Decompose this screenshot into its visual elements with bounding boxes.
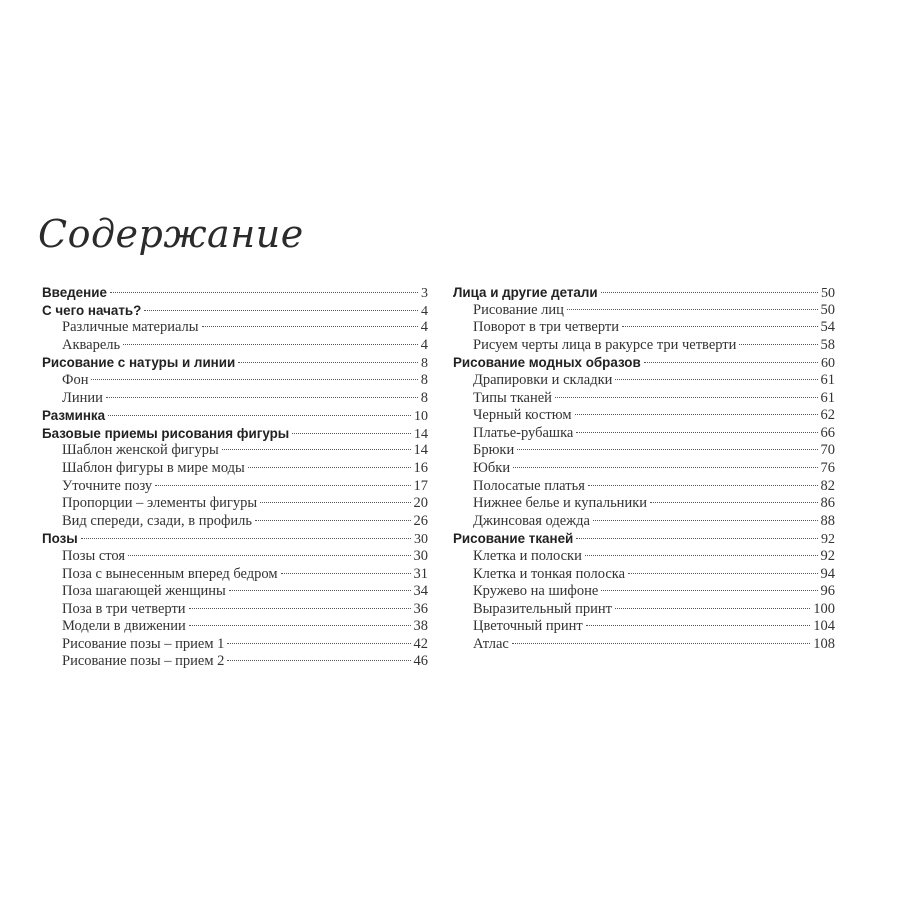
toc-right-column bbox=[453, 284, 835, 653]
toc-subsection-entry bbox=[42, 478, 428, 496]
toc-entry-title: Фон bbox=[62, 371, 89, 388]
toc-subsection-entry bbox=[42, 636, 428, 654]
toc-entry-title: Поза с вынесенным вперед бедром bbox=[62, 565, 278, 582]
toc-entry-title: Рисование позы – прием 1 bbox=[62, 635, 225, 652]
dot-leader bbox=[575, 414, 818, 415]
toc-entry-page-number: 26 bbox=[413, 512, 428, 529]
toc-entry-title: Поворот в три четверти bbox=[473, 319, 620, 336]
dot-leader bbox=[222, 449, 411, 450]
toc-entry-page-number: 61 bbox=[820, 389, 835, 406]
toc-entry-title: Позы bbox=[42, 531, 78, 547]
toc-subsection-entry bbox=[42, 618, 428, 636]
dot-leader bbox=[588, 485, 818, 486]
toc-entry-page-number: 94 bbox=[820, 565, 835, 582]
toc-left-column bbox=[42, 284, 428, 671]
toc-subsection-entry bbox=[453, 548, 835, 566]
toc-entry-page-number: 88 bbox=[820, 512, 835, 529]
toc-subsection-entry bbox=[453, 425, 835, 443]
toc-entry-page-number: 8 bbox=[420, 371, 428, 388]
toc-subsection-entry bbox=[42, 390, 428, 408]
dot-leader bbox=[227, 660, 410, 661]
toc-subsection-entry bbox=[42, 601, 428, 619]
toc-entry-page-number: 62 bbox=[820, 407, 835, 424]
dot-leader bbox=[586, 625, 811, 626]
toc-entry-page-number: 86 bbox=[820, 495, 835, 512]
toc-entry-page-number: 58 bbox=[820, 336, 835, 353]
toc-entry-title: Рисование тканей bbox=[453, 531, 574, 547]
dot-leader bbox=[615, 379, 817, 380]
toc-entry-page-number: 92 bbox=[821, 532, 835, 548]
toc-entry-title: Позы стоя bbox=[62, 547, 126, 564]
toc-entry-title: Полосатые платья bbox=[473, 477, 585, 494]
toc-entry-title: Драпировки и складки bbox=[473, 371, 613, 388]
toc-subsection-entry bbox=[453, 372, 835, 390]
toc-entry-title: Черный костюм bbox=[473, 407, 572, 424]
dot-leader bbox=[108, 415, 411, 416]
toc-entry-page-number: 54 bbox=[820, 319, 835, 336]
toc-entry-title: Модели в движении bbox=[62, 618, 186, 635]
dot-leader bbox=[512, 643, 810, 644]
toc-entry-title: Клетка и полоски bbox=[473, 547, 582, 564]
dot-leader bbox=[555, 397, 818, 398]
toc-entry-title: Рисование с натуры и линии bbox=[42, 355, 236, 371]
toc-entry-title: Введение bbox=[42, 285, 107, 300]
toc-subsection-entry bbox=[42, 337, 428, 355]
toc-section-entry bbox=[42, 407, 428, 425]
toc-entry-title: Базовые приемы рисования фигуры bbox=[42, 425, 290, 441]
toc-subsection-entry bbox=[453, 495, 835, 513]
toc-section-entry bbox=[42, 284, 428, 302]
toc-subsection-entry bbox=[453, 390, 835, 408]
toc-entry-page-number: 82 bbox=[820, 477, 835, 494]
dot-leader bbox=[189, 608, 411, 609]
toc-entry-page-number: 4 bbox=[420, 336, 428, 353]
toc-entry-title: Рисование модных образов bbox=[453, 355, 641, 371]
toc-subsection-entry bbox=[42, 442, 428, 460]
toc-section-entry bbox=[42, 425, 428, 443]
toc-subsection-entry bbox=[453, 601, 835, 619]
toc-section-entry bbox=[42, 530, 428, 548]
dot-leader bbox=[248, 467, 411, 468]
toc-entry-page-number: 66 bbox=[820, 424, 835, 441]
toc-entry-page-number: 104 bbox=[813, 618, 835, 635]
dot-leader bbox=[622, 326, 817, 327]
toc-subsection-entry bbox=[453, 618, 835, 636]
toc-entry-title: Джинсовая одежда bbox=[473, 512, 590, 529]
toc-subsection-entry bbox=[453, 478, 835, 496]
dot-leader bbox=[644, 362, 818, 363]
toc-entry-title: Юбки bbox=[473, 459, 511, 476]
toc-entry-page-number: 92 bbox=[820, 547, 835, 564]
toc-entry-page-number: 108 bbox=[813, 635, 835, 652]
dot-leader bbox=[144, 310, 418, 311]
toc-entry-page-number: 70 bbox=[820, 442, 835, 459]
dot-leader bbox=[601, 590, 817, 591]
toc-entry-title: Кружево на шифоне bbox=[473, 583, 599, 600]
dot-leader bbox=[229, 590, 411, 591]
toc-subsection-entry bbox=[453, 442, 835, 460]
toc-entry-title: Шаблон женской фигуры bbox=[62, 442, 219, 459]
dot-leader bbox=[110, 292, 418, 293]
toc-entry-page-number: 30 bbox=[414, 532, 428, 548]
toc-entry-title: Разминка bbox=[42, 408, 106, 424]
toc-entry-page-number: 31 bbox=[413, 565, 428, 582]
dot-leader bbox=[601, 292, 818, 293]
dot-leader bbox=[281, 573, 411, 574]
dot-leader bbox=[106, 397, 418, 398]
toc-section-entry bbox=[453, 354, 835, 372]
toc-entry-title: Уточните позу bbox=[62, 477, 153, 494]
toc-subsection-entry bbox=[42, 566, 428, 584]
toc-entry-title: Акварель bbox=[62, 336, 121, 353]
toc-subsection-entry bbox=[42, 495, 428, 513]
toc-entry-page-number: 46 bbox=[413, 653, 428, 670]
toc-entry-title: Брюки bbox=[473, 442, 515, 459]
toc-entry-title: Линии bbox=[62, 389, 103, 406]
toc-subsection-entry bbox=[453, 302, 835, 320]
dot-leader bbox=[628, 573, 817, 574]
toc-subsection-entry bbox=[453, 583, 835, 601]
dot-leader bbox=[189, 625, 411, 626]
toc-entry-page-number: 3 bbox=[421, 286, 428, 301]
toc-entry-page-number: 34 bbox=[413, 583, 428, 600]
toc-entry-title: Рисуем черты лица в ракурсе три четверти bbox=[473, 336, 737, 353]
toc-subsection-entry bbox=[42, 653, 428, 671]
toc-subsection-entry bbox=[42, 319, 428, 337]
dot-leader bbox=[576, 538, 818, 539]
dot-leader bbox=[585, 555, 818, 556]
toc-subsection-entry bbox=[453, 513, 835, 531]
toc-subsection-entry bbox=[453, 460, 835, 478]
toc-entry-page-number: 60 bbox=[821, 356, 835, 372]
toc-entry-title: Вид спереди, сзади, в профиль bbox=[62, 512, 253, 529]
toc-entry-page-number: 14 bbox=[413, 442, 428, 459]
dot-leader bbox=[238, 362, 418, 363]
toc-entry-title: Нижнее белье и купальники bbox=[473, 495, 648, 512]
dot-leader bbox=[202, 326, 418, 327]
toc-entry-title: Выразительный принт bbox=[473, 600, 612, 617]
toc-subsection-entry bbox=[453, 319, 835, 337]
dot-leader bbox=[615, 608, 810, 609]
toc-section-entry bbox=[453, 284, 835, 302]
dot-leader bbox=[81, 538, 411, 539]
toc-entry-page-number: 36 bbox=[413, 600, 428, 617]
toc-subsection-entry bbox=[42, 460, 428, 478]
toc-subsection-entry bbox=[453, 337, 835, 355]
toc-entry-page-number: 61 bbox=[820, 371, 835, 388]
toc-entry-title: С чего начать? bbox=[42, 302, 142, 318]
toc-subsection-entry bbox=[453, 407, 835, 425]
toc-entry-page-number: 96 bbox=[820, 583, 835, 600]
toc-entry-page-number: 50 bbox=[820, 301, 835, 318]
toc-entry-page-number: 42 bbox=[413, 635, 428, 652]
toc-entry-page-number: 30 bbox=[413, 547, 428, 564]
toc-entry-page-number: 20 bbox=[413, 495, 428, 512]
toc-subsection-entry bbox=[42, 583, 428, 601]
toc-entry-title: Цветочный принт bbox=[473, 618, 583, 635]
dot-leader bbox=[513, 467, 817, 468]
dot-leader bbox=[593, 520, 818, 521]
toc-entry-page-number: 4 bbox=[420, 319, 428, 336]
toc-entry-page-number: 8 bbox=[420, 389, 428, 406]
toc-entry-title: Поза в три четверти bbox=[62, 600, 186, 617]
toc-heading: Содержание bbox=[38, 212, 304, 256]
toc-entry-page-number: 10 bbox=[414, 409, 428, 425]
dot-leader bbox=[227, 643, 410, 644]
toc-entry-page-number: 14 bbox=[414, 426, 428, 442]
dot-leader bbox=[567, 309, 818, 310]
toc-section-entry bbox=[42, 302, 428, 320]
toc-entry-title: Атлас bbox=[473, 635, 509, 652]
toc-entry-title: Шаблон фигуры в мире моды bbox=[62, 459, 245, 476]
toc-subsection-entry bbox=[42, 548, 428, 566]
toc-entry-title: Типы тканей bbox=[473, 389, 552, 406]
toc-entry-title: Различные материалы bbox=[62, 319, 199, 336]
dot-leader bbox=[260, 502, 410, 503]
toc-entry-title: Клетка и тонкая полоска bbox=[473, 565, 626, 582]
toc-entry-title: Платье-рубашка bbox=[473, 424, 574, 441]
toc-subsection-entry bbox=[42, 372, 428, 390]
toc-section-entry bbox=[42, 354, 428, 372]
dot-leader bbox=[517, 449, 817, 450]
dot-leader bbox=[292, 433, 411, 434]
dot-leader bbox=[739, 344, 817, 345]
dot-leader bbox=[576, 432, 817, 433]
toc-entry-page-number: 16 bbox=[413, 459, 428, 476]
toc-entry-page-number: 8 bbox=[421, 356, 428, 372]
dot-leader bbox=[128, 555, 410, 556]
toc-entry-title: Пропорции – элементы фигуры bbox=[62, 495, 258, 512]
toc-entry-page-number: 4 bbox=[421, 303, 428, 319]
dot-leader bbox=[255, 520, 410, 521]
dot-leader bbox=[91, 379, 417, 380]
toc-subsection-entry bbox=[453, 636, 835, 654]
toc-entry-page-number: 38 bbox=[413, 618, 428, 635]
toc-entry-title: Поза шагающей женщины bbox=[62, 583, 226, 600]
toc-entry-title: Рисование лиц bbox=[473, 301, 564, 318]
dot-leader bbox=[650, 502, 817, 503]
toc-entry-page-number: 17 bbox=[413, 477, 428, 494]
dot-leader bbox=[123, 344, 418, 345]
toc-section-entry bbox=[453, 530, 835, 548]
dot-leader bbox=[155, 485, 410, 486]
toc-entry-page-number: 100 bbox=[813, 600, 835, 617]
toc-entry-title: Рисование позы – прием 2 bbox=[62, 653, 225, 670]
toc-subsection-entry bbox=[453, 566, 835, 584]
toc-subsection-entry bbox=[42, 513, 428, 531]
toc-entry-title: Лица и другие детали bbox=[453, 285, 598, 300]
toc-entry-page-number: 76 bbox=[820, 459, 835, 476]
toc-entry-page-number: 50 bbox=[821, 286, 835, 301]
